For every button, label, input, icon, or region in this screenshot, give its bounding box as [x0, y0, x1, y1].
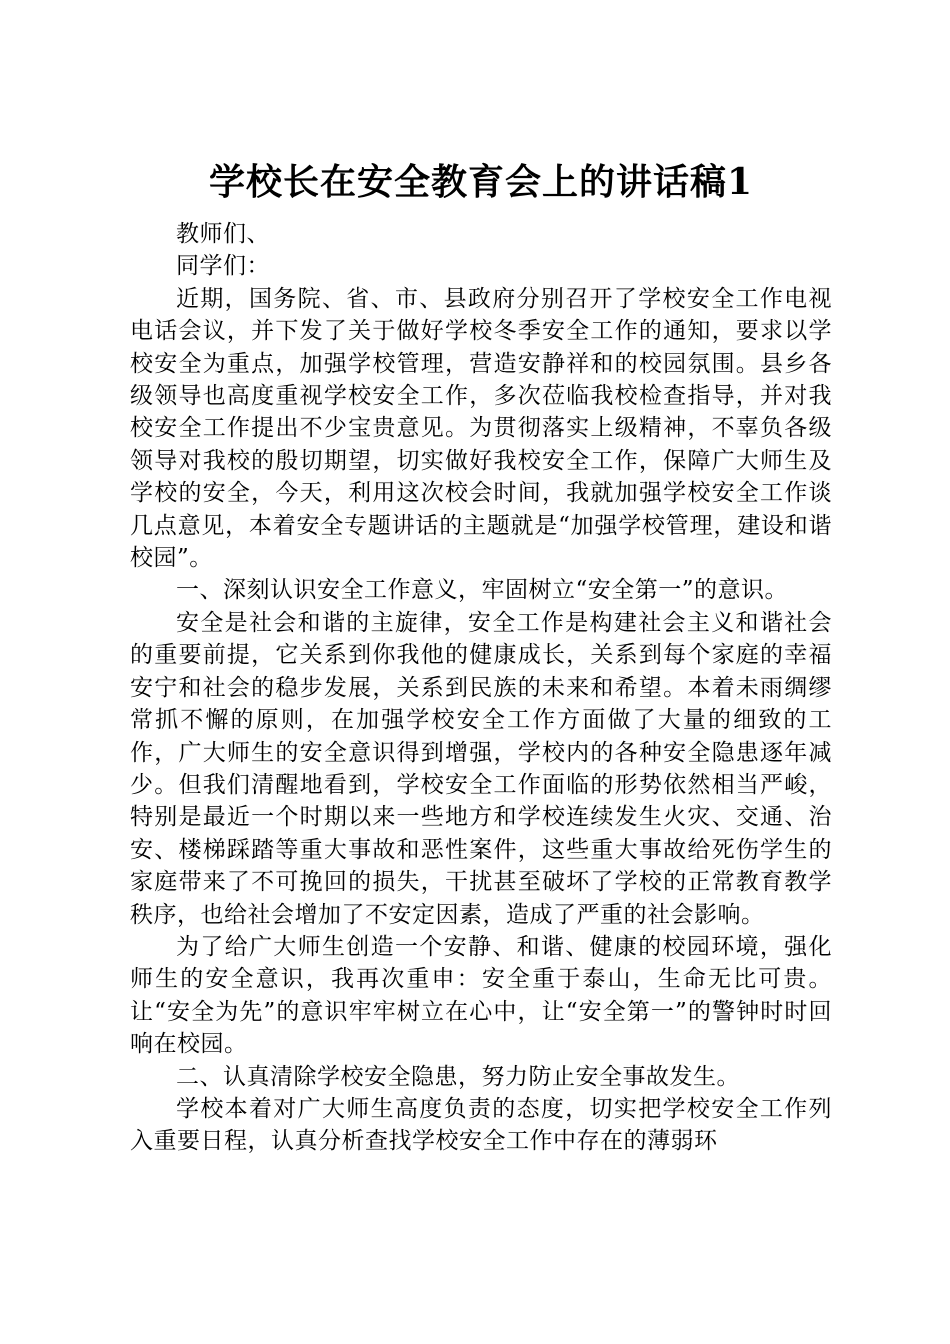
body-paragraph: 安全是社会和谐的主旋律，安全工作是构建社会主义和谐社会的重要前提，它关系到你我他的健康成长，关系到每个家庭的幸福安宁和社会的稳步发展，关系到民族的未来和希望。本着未雨绸缪常抓不懈的原则，在加强学校安全工作方面做了大量的细致的工作，广大师生的安全意识得到增强，学校内的各种安全隐患逐年减少。但我们清醒地看到，学校安全工作面临的形势依然相当严峻，特别是最近一个时期以来一些地方和学校连续发生火灾、交通、治安、楼梯踩踏等重大事故和恶性案件，这些重大事故给死伤学生的家庭带来了不可挽回的损失，干扰甚至破坏了学校的正常教育教学秩序，也给社会增加了不安定因素，造成了严重的社会影响。 [130, 609, 832, 928]
body-paragraph: 学校本着对广大师生高度负责的态度，切实把学校安全工作列入重要日程，认真分析查找学校安全工作中存在的薄弱环 [130, 1095, 832, 1155]
document-title: 学校长在安全教育会上的讲话稿1 [208, 161, 754, 203]
salutation-students: 同学们： [176, 253, 270, 280]
document-page [130, 150, 832, 1158]
body-paragraph: 为了给广大师生创造一个安静、和谐、健康的校园环境，强化师生的安全意识，我再次重申：安全重于泰山，生命无比可贵。让“安全为先”的意识牢牢树立在心中，让“安全第一”的警钟时时回响在校园。 [130, 933, 832, 1058]
body-paragraph: 近期，国务院、省、市、县政府分别召开了学校安全工作电视电话会议，并下发了关于做好学校冬季安全工作的通知，要求以学校安全为重点，加强学校管理，营造安静祥和的校园氛围。县乡各级领导也高度重视学校安全工作，多次莅临我校检查指导，并对我校安全工作提出不少宝贵意见。为贯彻落实上级精神，不辜负各级领导对我校的殷切期望，切实做好我校安全工作，保障广大师生及学校的安全，今天，利用这次校会时间，我就加强学校安全工作谈几点意见，本着安全专题讲话的主题就是“加强学校管理，建设和谐校园”。 [130, 285, 832, 572]
section-heading-1: 一、深刻认识安全工作意义，牢固树立“安全第一”的意识。 [176, 577, 789, 604]
salutation-teachers: 教师们、 [176, 221, 270, 247]
section-heading-2: 二、认真清除学校安全隐患，努力防止安全事故发生。 [176, 1063, 740, 1090]
